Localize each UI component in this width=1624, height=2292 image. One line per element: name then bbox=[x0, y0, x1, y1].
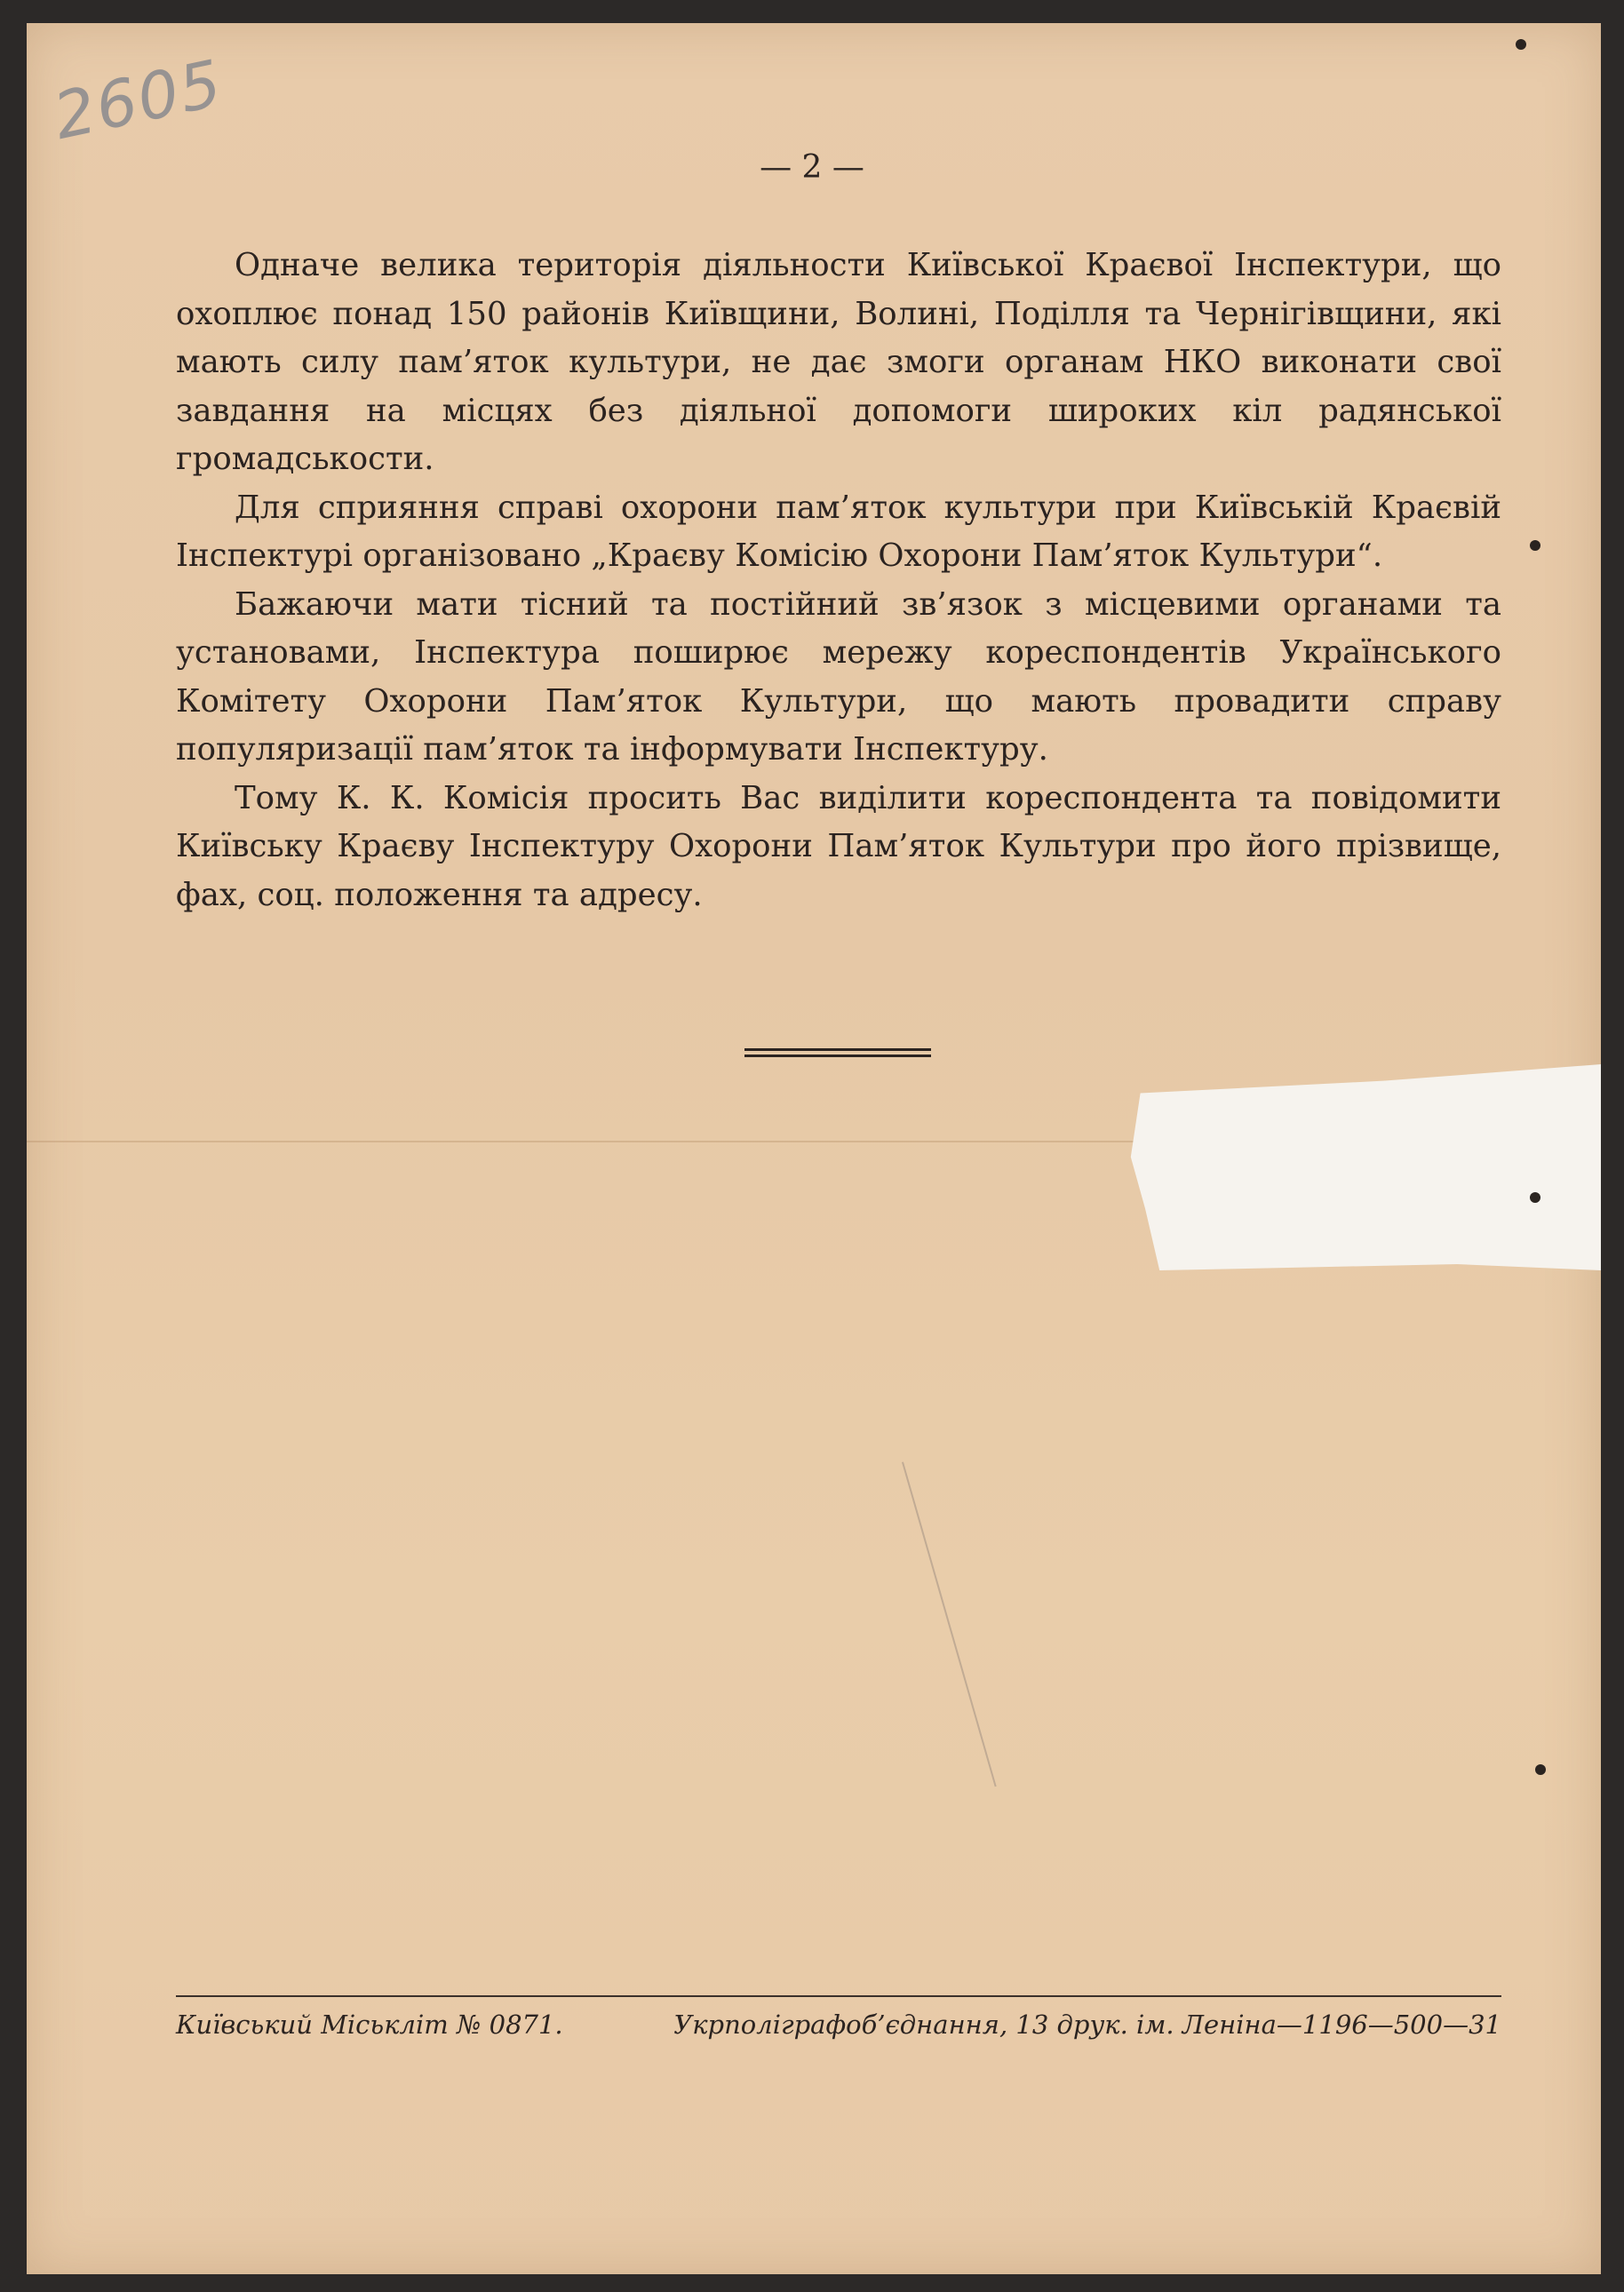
pencil-mark bbox=[902, 1461, 997, 1787]
paragraph-territory: Одначе велика територія діяльности Київської Краєвої Інспектури, що охоплює понад 150 районів Київщини, Волині, Поділля та Чернігівщини, які мають силу пам’яток культури, не дає змоги органам НКО виконати свої завдання на місцях без діяльної допомоги широких кіл радянської громадськости. bbox=[176, 247, 1501, 477]
paper-tape-patch bbox=[1121, 1064, 1601, 1270]
paragraph-request: Тому К. К. Комісія просить Вас виділити кореспондента та повідомити Київську Краєву Інспектуру Охорони Пам’яток Культури про його прізвище, фах, соц. положення та адресу. bbox=[176, 779, 1501, 913]
pin-hole bbox=[1516, 39, 1526, 50]
pin-hole bbox=[1530, 540, 1540, 551]
footer-rule bbox=[176, 1995, 1501, 1997]
section-divider-ornament bbox=[744, 1048, 931, 1061]
imprint-printer: Укрполіграфоб’єднання, 13 друк. ім. Леніна—1196—500—31 bbox=[673, 2009, 1501, 2040]
pin-hole bbox=[1535, 1764, 1546, 1775]
handwritten-archive-number: 2605 bbox=[47, 45, 229, 154]
pin-hole bbox=[1530, 1192, 1540, 1203]
imprint-city-license: Київський Міськліт № 0871. bbox=[176, 2009, 563, 2040]
page-number: — 2 — bbox=[760, 149, 864, 186]
paragraph-commission: Для сприяння справі охорони пам’яток культури при Київській Краєвій Інспектурі організовано „Краєву Комісію Охорони Пам’яток Культури“. bbox=[176, 489, 1501, 574]
letter-body bbox=[176, 242, 1501, 919]
paragraph-correspondents: Бажаючи мати тісний та постійний зв’язок з місцевими органами та установами, Інспектура поширює мережу кореспондентів Українського Комітету Охорони Пам’яток Культури, що мають провадити справу популяризації пам’яток та інформувати Інспектуру. bbox=[176, 585, 1501, 768]
